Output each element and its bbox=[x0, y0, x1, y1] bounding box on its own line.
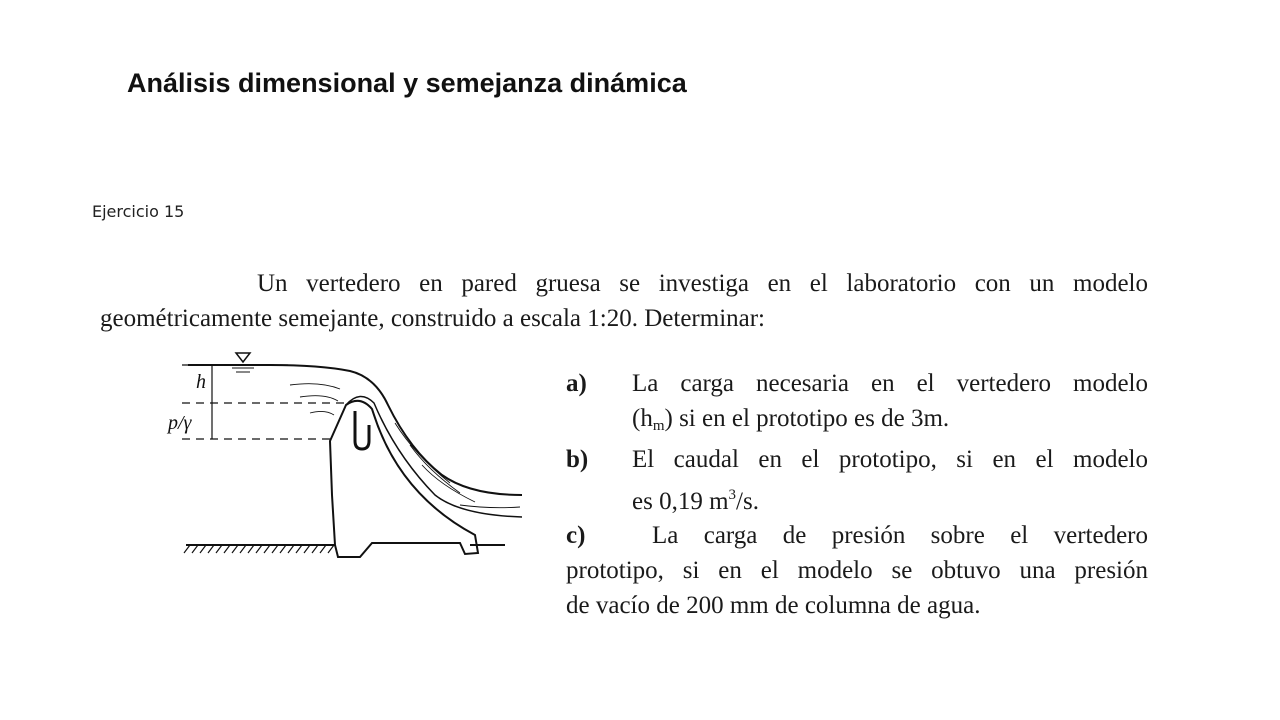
question-a-line-2 bbox=[566, 402, 1148, 444]
question-a-letter: a) bbox=[566, 370, 587, 397]
water-surface-triangle bbox=[236, 353, 250, 362]
question-b-line-2 bbox=[566, 478, 1148, 520]
question-c-letter: c) bbox=[566, 522, 586, 550]
question-b-letter: b) bbox=[566, 446, 589, 474]
exercise-label: Ejercicio 15 bbox=[92, 202, 185, 221]
question-a-text-1: La carga necesaria en el vertedero modelo bbox=[632, 370, 1148, 397]
question-c-text-3: de vacío de 200 mm de columna de agua. bbox=[566, 591, 981, 619]
intro-line-1: Un vertedero en pared gruesa se investiga en el laboratorio con un modelo bbox=[257, 270, 1148, 297]
weir-diagram bbox=[160, 345, 530, 570]
slide-title: Análisis dimensional y semejanza dinámica bbox=[127, 68, 687, 98]
question-c-text-2: prototipo, si en el modelo se obtuvo una presión bbox=[566, 556, 1148, 584]
question-c-line-2 bbox=[566, 554, 1148, 589]
question-a-line-1 bbox=[566, 367, 1148, 402]
question-c-line-3 bbox=[566, 589, 1148, 624]
question-b-text-1: El caudal en el prototipo, si en el modelo bbox=[632, 446, 1148, 474]
intro-line-2: geométricamente semejante, construido a escala 1:20. Determinar: bbox=[100, 305, 766, 332]
question-c-line-1 bbox=[566, 519, 1148, 554]
ground-hatching bbox=[184, 545, 334, 553]
problem-statement bbox=[100, 266, 1148, 336]
weir-body bbox=[330, 401, 478, 557]
question-c-text-1: La carga de presión sobre el vertedero bbox=[652, 522, 1148, 550]
question-b-text-2: es 0,19 $m^3/s$. bbox=[632, 486, 759, 515]
question-b-line-1 bbox=[566, 443, 1148, 478]
questions-list bbox=[566, 367, 1148, 623]
label-h: h bbox=[196, 371, 206, 393]
question-a-text-2: $(h_m)$ si en el prototipo es de 3m. bbox=[632, 404, 950, 434]
label-p-gamma: p/γ bbox=[168, 412, 192, 434]
